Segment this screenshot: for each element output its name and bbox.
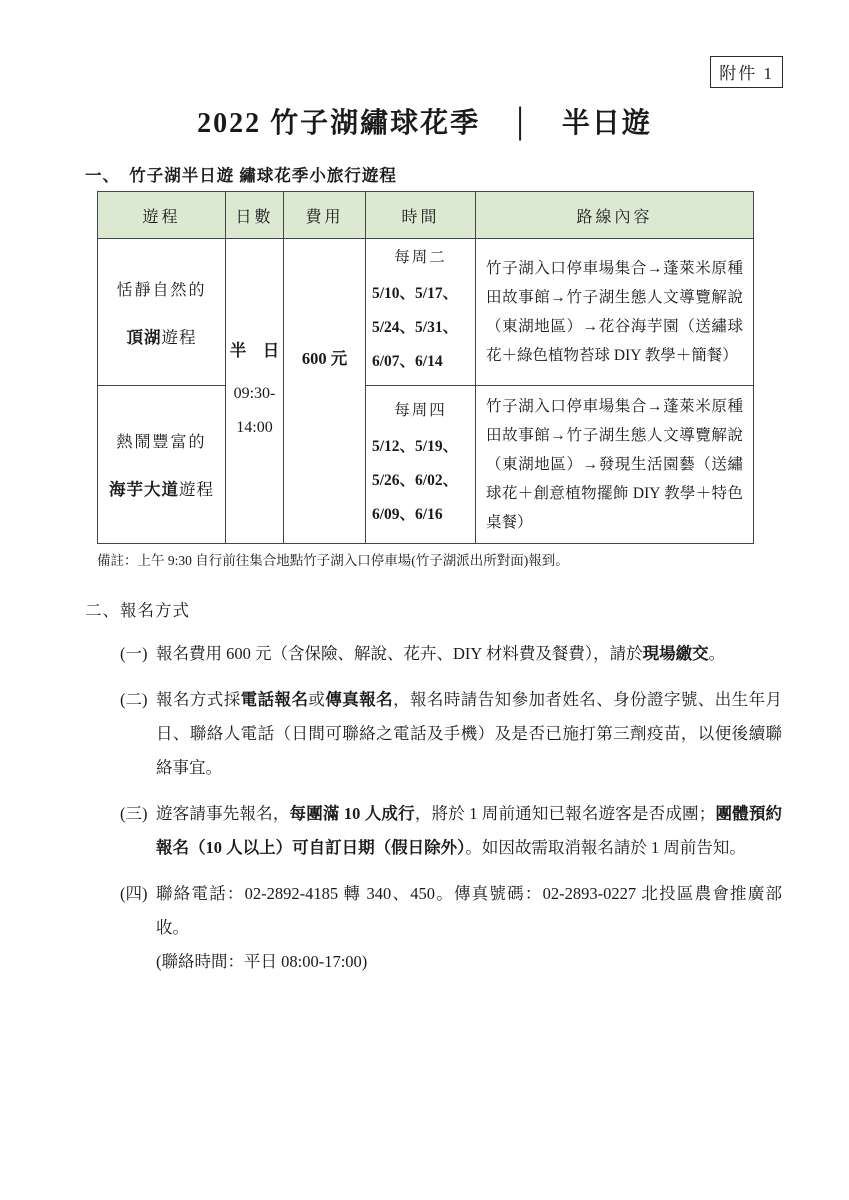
time-cell-tuesday xyxy=(366,239,476,386)
registration-item-3 xyxy=(120,797,782,865)
table-row xyxy=(98,239,754,386)
route-cell-calla-boulevard: 竹子湖入口停車場集合→蓬萊米原種田故事館→竹子湖生態人文導覽解說（東湖地區）→發現生活園藝（送繡球花＋創意植物擺飾 DIY 教學＋特色桌餐） xyxy=(476,386,754,544)
fee-cell: 600 元 xyxy=(284,239,366,544)
time-cell-thursday xyxy=(366,386,476,544)
days-label: 半 日 xyxy=(229,341,280,360)
days-time: 09:30-14:00 xyxy=(233,385,276,436)
tour-name: 頂湖遊程 xyxy=(126,327,197,347)
registration-item-1 xyxy=(120,637,782,671)
item-text: 報名方式採電話報名或傳真報名，報名時請告知參加者姓名、身份證字號、出生年月日、聯絡人電話（日間可聯絡之電話及手機）及是否已施打第三劑疫苗，以便後續聯絡事宜。 xyxy=(156,690,783,777)
header-time: 時間 xyxy=(366,192,476,239)
tour-cell-calla-boulevard xyxy=(98,386,226,544)
tour-cell-dinghu xyxy=(98,239,226,386)
route-cell-dinghu: 竹子湖入口停車場集合→蓬萊米原種田故事館→竹子湖生態人文導覽解說（東湖地區）→花谷海芋園（送繡球花＋綠色植物苔球 DIY 教學＋簡餐） xyxy=(476,239,754,386)
section1-heading: 一、 竹子湖半日遊 繡球花季小旅行遊程 xyxy=(85,166,397,185)
item-number: (二) xyxy=(120,690,148,709)
table-footnote: 備註：上午 9:30 自行前往集合地點竹子湖入口停車場(竹子湖派出所對面)報到。 xyxy=(97,553,569,568)
tour-dates: 5/10、5/17、5/24、5/31、6/07、6/14 xyxy=(372,285,459,370)
item-number: (一) xyxy=(120,644,148,663)
header-tour: 遊程 xyxy=(98,192,226,239)
page-title: 2022 竹子湖繡球花季 │ 半日遊 xyxy=(197,108,652,139)
weekday-label: 每周二 xyxy=(394,249,447,266)
item-number: (三) xyxy=(120,804,148,823)
registration-item-4 xyxy=(120,877,782,979)
tour-name: 海芋大道遊程 xyxy=(109,480,214,499)
header-days: 日數 xyxy=(226,192,284,239)
days-cell xyxy=(226,239,284,544)
header-route: 路線內容 xyxy=(476,192,754,239)
header-fee: 費用 xyxy=(284,192,366,239)
tour-desc: 熱鬧豐富的 xyxy=(116,434,207,451)
tour-dates: 5/12、5/19、5/26、6/02、6/09、6/16 xyxy=(372,437,459,523)
section2-heading: 二、報名方式 xyxy=(85,601,190,620)
item-text: 遊客請事先報名，每團滿 10 人成行，將於 1 周前通知已報名遊客是否成團；團體預約報名（10 人以上）可自訂日期（假日除外）。如因故需取消報名請於 1 周前告知。 xyxy=(156,804,783,857)
item-text: 報名費用 600 元（含保險、解說、花卉、DIY 材料費及餐費），請於現場繳交。 xyxy=(156,644,726,663)
tour-schedule-table xyxy=(97,191,754,544)
tour-desc: 恬靜自然的 xyxy=(116,281,207,299)
attachment-label: 附件 1 xyxy=(710,56,783,88)
registration-item-2 xyxy=(120,683,782,785)
table-header-row xyxy=(98,192,754,239)
table-row xyxy=(98,386,754,544)
registration-items xyxy=(120,637,782,979)
item-number: (四) xyxy=(120,884,148,903)
weekday-label: 每周四 xyxy=(394,401,447,419)
item-text: 聯絡電話：02-2892-4185 轉 340、450。傳真號碼：02-2893-0227 北投區農會推廣部收。 (聯絡時間：平日 08:00-17:00) xyxy=(156,884,782,971)
